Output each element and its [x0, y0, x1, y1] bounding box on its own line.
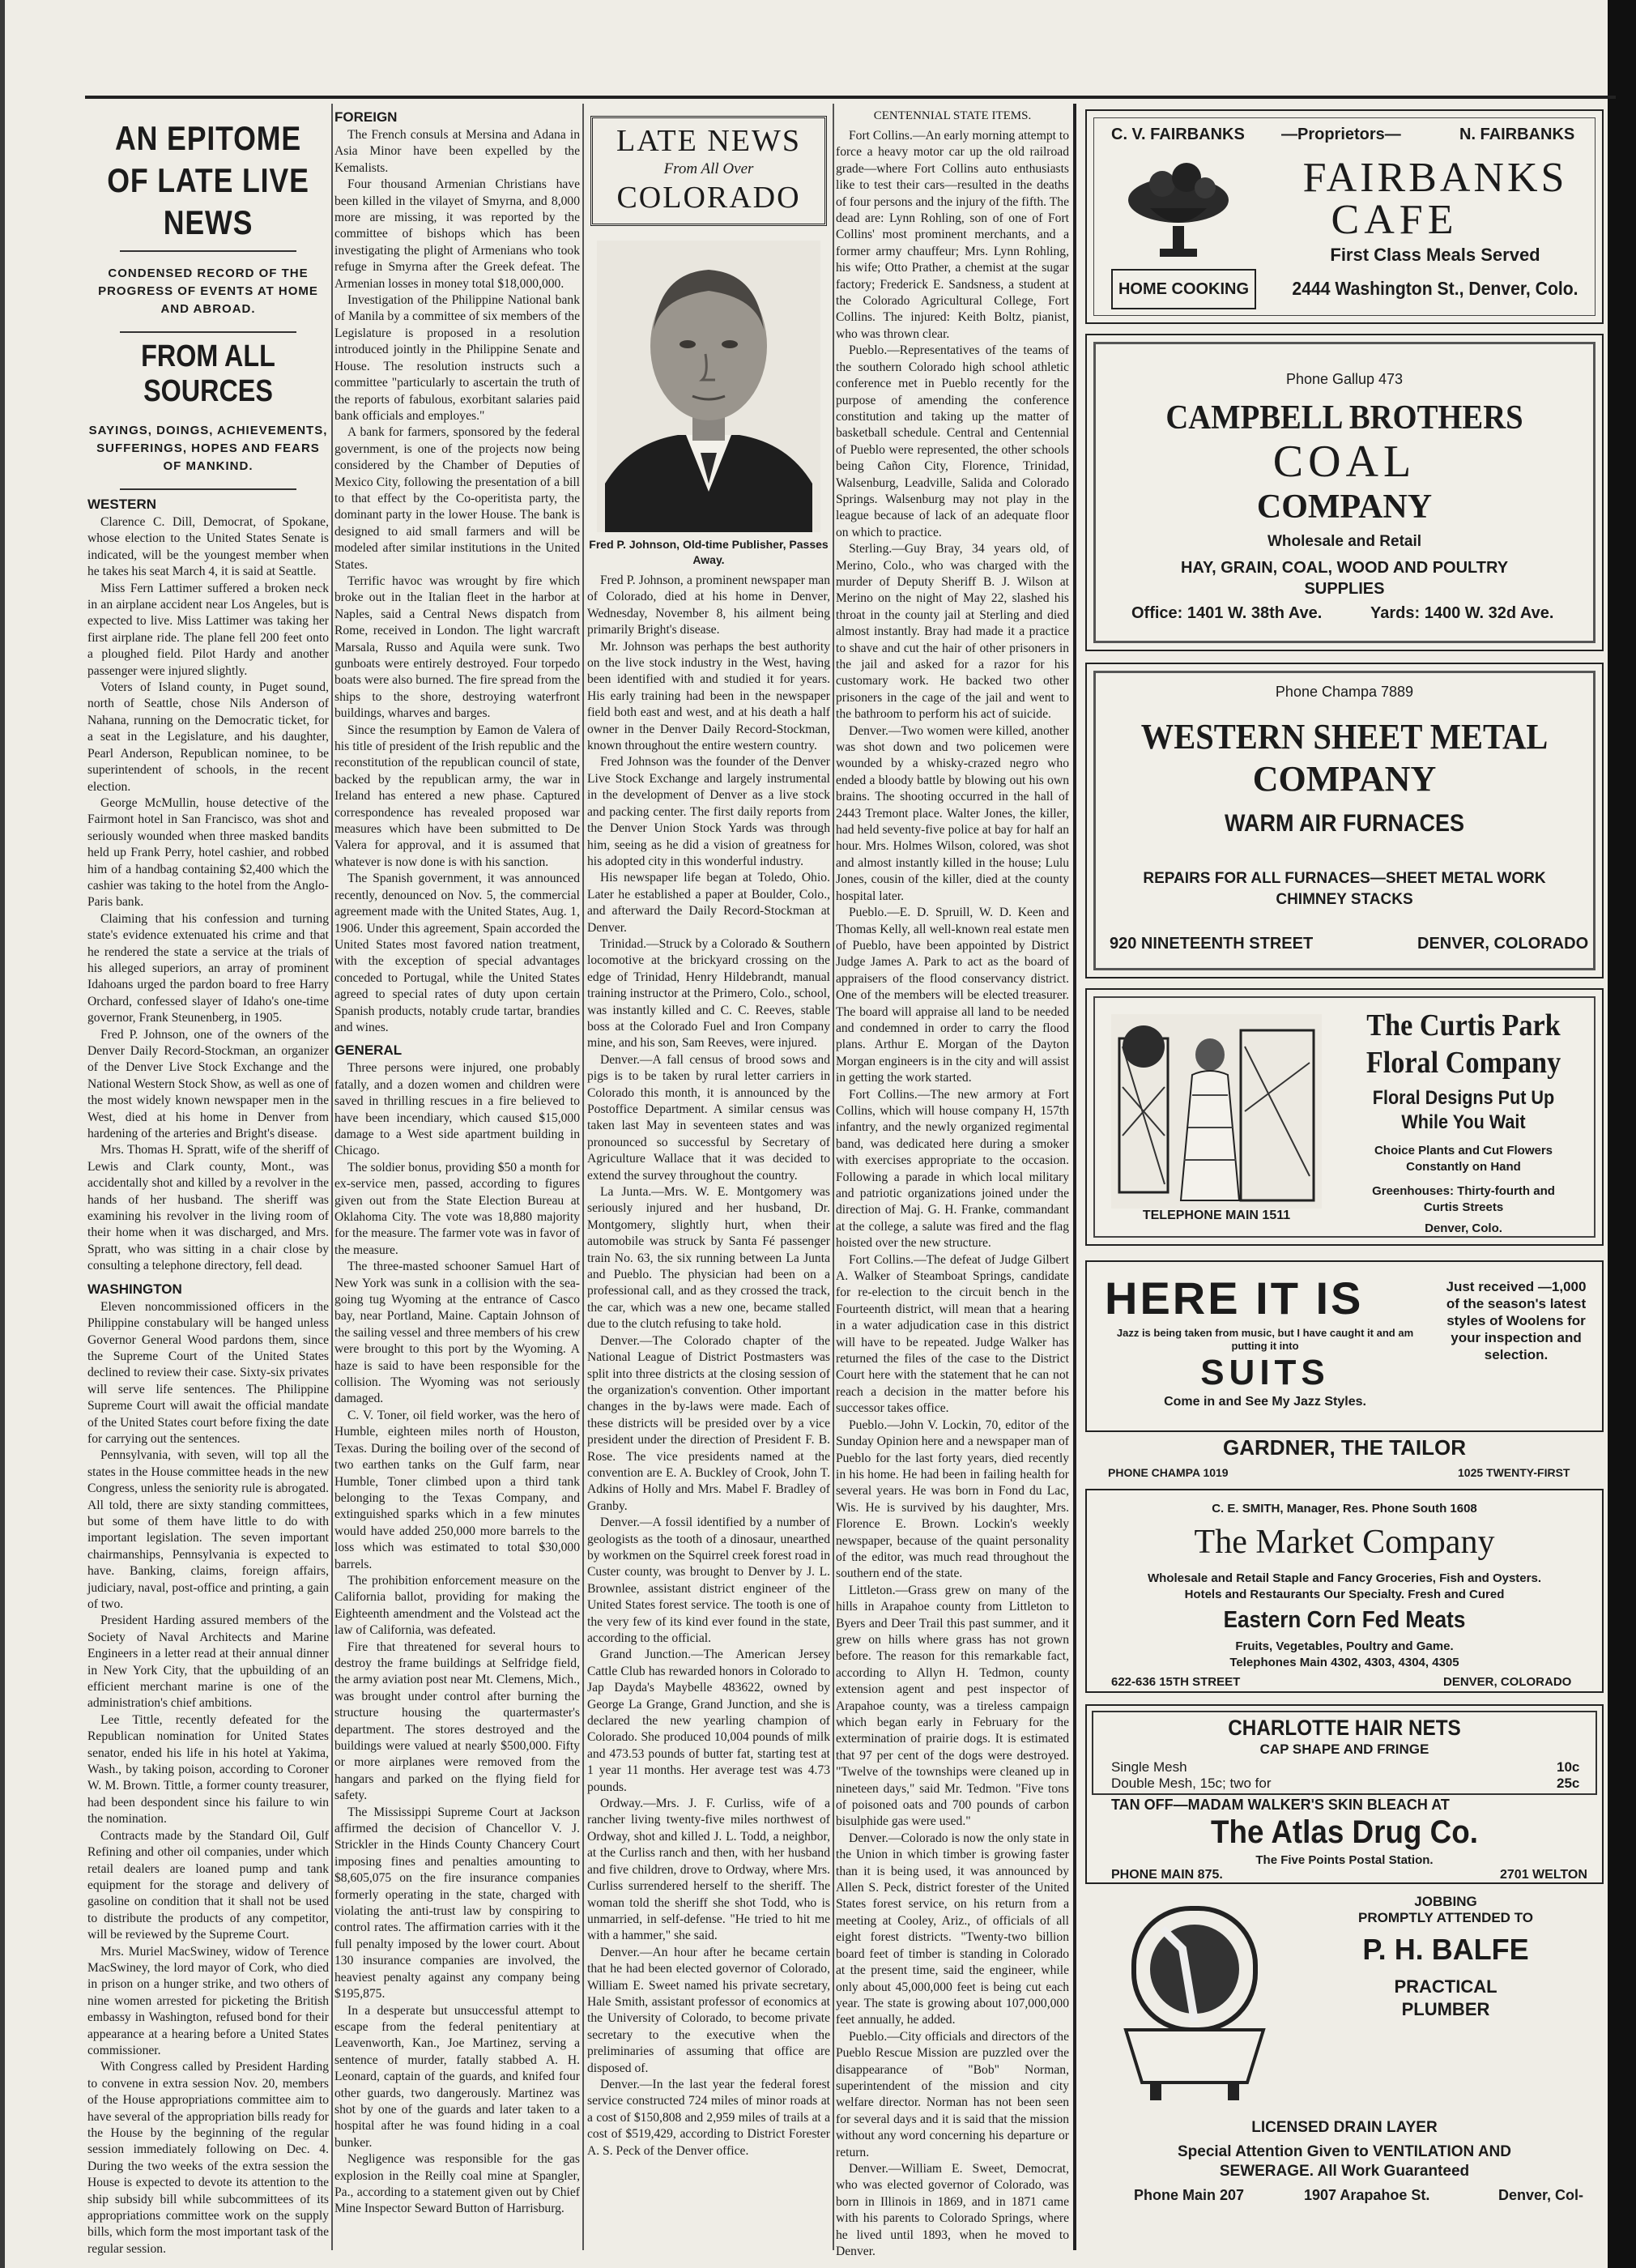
ad-charlotte-atlas	[1085, 1704, 1604, 1884]
cafe-tagline: First Class Meals Served	[1330, 245, 1540, 265]
ad-balfe-plumber	[1085, 1892, 1604, 2234]
news-paragraph: Denver.—Two women were killed, another was shot down and two policemen were wounded by a whisky-crazed negro who ended a bloody battle by blowing out his own brains. The shooting occurred in the hall of 2443 Tremont place. Walter Jones, the killer, had held seventy-five police at bay for half an hour. Mrs. Holmes Wilson, colored, was shot and almost instantly killed in the house; Lulu Jones, cousin of the killer, died at the county hospital later.	[836, 723, 1069, 903]
western-repairs: REPAIRS FOR ALL FURNACES—SHEET METAL WORK	[1143, 870, 1546, 887]
news-paragraph: Denver.—A fossil identified by a number of geologists as the tooth of a dinosaur, unearthed by workmen on the Squirrel creek forest road in Custer county, was brought to Denver by J. L. Brownlee, assistant district engineer of the United States forest service. The tooth is one of the very few of its kind ever found in the state, according to the official.	[587, 1516, 830, 1645]
tan-off-line: TAN OFF—MADAM WALKER'S SKIN BLEACH AT	[1111, 1797, 1450, 1813]
balfe-address: 1907 Arapahoe St.	[1304, 2187, 1430, 2203]
news-paragraph: Ordway.—Mrs. J. F. Curliss, wife of a rancher living twenty-five miles northwest of Ordway, shot and killed J. L. Todd, a neighbor, at the Curliss ranch and then, with her husband and five children, drove to Ordway, where Mrs. Curliss surrendered herself to the sheriff. The woman told the sheriff she shot Todd, who is unmarried, in self-defense. "He tried to hit me with a hammer," she said.	[587, 1797, 830, 1943]
ad-curtis-park-floral	[1085, 988, 1604, 1246]
news-paragraph: Grand Junction.—The American Jersey Cattle Club has rewarded honors in Colorado to Jap Dayda's Maybelle 483622, owned by George La Grange, Grand Junction, and she is declared the new yearling champion of Colorado. She produced 10,004 pounds of milk and 473.53 pounds of butter fat, starting test at 1 year 11 months. Her average test was 4.73 pounds.	[587, 1648, 830, 1794]
gardner-phone: PHONE CHAMPA 1019	[1108, 1466, 1229, 1479]
campbell-name: CAMPBELL BROTHERS	[1165, 399, 1523, 437]
news-paragraph: His newspaper life began at Toledo, Ohio. Later he established a paper at Boulder, Colo., and afterward the Daily Record-Stockman at Denver.	[587, 871, 830, 935]
market-title: The Market Company	[1194, 1524, 1495, 1561]
campbell-coal: COAL	[1272, 437, 1417, 487]
news-paragraph: C. V. Toner, oil field worker, was the hero of Humble, eighteen miles north of Houston, Texas. During the boiling over of the second of two earthen tanks on the Gulf farm, near Humble, Toner climbed upon a third tank belonging to the Texas Company, and extinguished sparks which in a few minutes would have added 250,000 more barrels to the loss which was estimated to total $30,000 barrels.	[334, 1408, 580, 1571]
hair-nets-sub: CAP SHAPE AND FRINGE	[1259, 1742, 1429, 1757]
campbell-office: Office: 1401 W. 38th Ave.	[1131, 604, 1323, 622]
atlas-address: 2701 WELTON	[1500, 1868, 1587, 1882]
news-paragraph: Sterling.—Guy Bray, 34 years old, of Merino, Colo., who was charged with the murder of Deputy Sheriff B. J. Wilson at Merino on the night of May 22, slashed his throat in the county jail at Sterling and died almost instantly. Bray had made it a practice to shave and cut the hair of other prisoners in the jail and asked for a razor for his customary work. He backed two other prisoners in the cage of the jail and went to the bathroom to perform his act of suicide.	[836, 542, 1069, 722]
news-paragraph: Negligence was responsible for the gas explosion in the Reilly coal mine at Spangler, Pa., according to a statement given out by Chief Mine Inspector Seward Button of Harrisburg.	[334, 2152, 580, 2216]
news-paragraph: Fort Collins.—The defeat of Judge Gilbert A. Walker of Steamboat Springs, candidate for re-election to the circuit bench in the Fourteenth district, will mean that a hearing in a water adjudication case in this district will have to be repeated. Judge Walker has returned the files of the case to the District Court here with the statement that he can not reach a decision in the matter before his successor takes office.	[836, 1252, 1069, 1416]
news-paragraph: Terrific havoc was wrought by fire which broke out in the Italian fleet in the harbor at Naples, said a Central News dispatch from Rome, received in London. The light warcraft Marsala, Russo and Aquila were sunk. Two gunboats were entirely destroyed. Four torpedo boats were also burned. The fire spread from the ships to the shore, destroying waterfront buildings, wharves and barges.	[334, 573, 580, 721]
market-wholesale: Wholesale and Retail Staple and Fancy Groceries, Fish and Oysters.	[1148, 1571, 1541, 1585]
portrait-image	[597, 241, 820, 532]
balfe-plumber: PLUMBER	[1401, 1999, 1490, 2019]
general-news	[334, 1060, 580, 2217]
proprietor-right: N. FAIRBANKS	[1459, 126, 1575, 143]
centennial-news	[836, 128, 1069, 2260]
curtis-designs: Floral Designs Put Up	[1372, 1087, 1555, 1109]
campbell-company: COMPANY	[1256, 488, 1433, 526]
western-name: WESTERN SHEET METAL	[1140, 717, 1549, 757]
market-city: DENVER, COLORADO	[1443, 1675, 1572, 1689]
colorado-news	[587, 573, 830, 2159]
news-paragraph: A bank for farmers, sponsored by the federal government, is one of the projects now being considered by the Chamber of Deputies of Mexico City, following the presentation of a bill to that effect by the Co-operitista party, the dominant party in the lower House. The bank is designed to aid small farmers and will be modeled after similar institutions in the United States.	[334, 425, 580, 572]
news-paragraph: The Spanish government, it was announced recently, denounced on Nov. 5, the commercial agreement made with the United States, Aug. 1, 1906. Under this agreement, Spain accorded the United States most favored nation treatment, with the exception of special advantages conceded to Portugal, while the United States agreed to special rates of duty upon certain Spanish products, notably crude tartar, brandies and wines.	[334, 872, 580, 1034]
news-paragraph: The French consuls at Mersina and Adana in Asia Minor have been expelled by the Kemalists.	[334, 128, 580, 175]
news-paragraph: Fred P. Johnson, a prominent newspaper man of Colorado, died at his home in Denver, Wednesday, November 8, his ailment being primarily Bright's disease.	[587, 573, 830, 637]
news-paragraph: Fire that threatened for several hours to destroy the frame buildings at Selfridge field, the army aviation post near Mt. Clemens, Mich., was brought under control after burning the structure housing the quartermaster's department. The stores destroyed and the buildings were valued at nearly $500,000. Fifty or more airplanes were removed from the hangars and parked on the flying field for safety.	[334, 1639, 580, 1803]
curtis-greenhouses: Greenhouses: Thirty-fourth and	[1372, 1184, 1555, 1198]
column-centennial	[836, 109, 1069, 2258]
double-mesh-label: Double Mesh, 15c; two for	[1111, 1776, 1272, 1791]
section-heading-foreign: FOREIGN	[334, 109, 398, 125]
column-rule	[582, 104, 584, 2250]
curtis-constantly: Constantly on Hand	[1406, 1160, 1521, 1174]
balfe-name: P. H. BALFE	[1362, 1933, 1529, 1966]
news-paragraph: Fort Collins.—The new armory at Fort Collins, which will house company H, 157th infantry, and the newly organized regimental band, was dedicated here during a smoker with exercises appropriate to the occasion. Following a parade in which local military and patriotic organizations joined under the direction of Maj. G. H. Franke, commandant at the college, a salute was fired and the flag hoisted over the new structure.	[836, 1087, 1069, 1251]
western-phone: Phone Champa 7889	[1275, 684, 1414, 700]
news-paragraph: The soldier bonus, providing $50 a month for ex-service men, passed, according to figures given out from the State Election Bureau at Oklahoma City. The vote was 18,880 majority for the measure. The farmer vote was in favor of the measure.	[334, 1160, 580, 1257]
foreign-news	[334, 127, 580, 1036]
news-paragraph: The prohibition enforcement measure on the California ballot, providing for making the Eighteenth amendment and the Volstead act the law of California, was defeated.	[334, 1573, 580, 1638]
campbell-supplies: SUPPLIES	[1304, 580, 1385, 598]
news-paragraph: Clarence C. Dill, Democrat, of Spokane, whose election to the United States Senate is indicated, will be the youngest member when he takes his seat March 4, it is said at Seattle.	[87, 515, 329, 579]
news-paragraph: Fred Johnson was the founder of the Denver Live Stock Exchange and largely instrumental in the development of Denver as a live stock and packing center. The first daily reports from the Denver Union Stock Yards was through him, seeing as he did a vision of greatness for his adopted city in this wonderful industry.	[587, 755, 830, 868]
curtis-while: While You Wait	[1401, 1111, 1526, 1133]
news-paragraph: Lee Tittle, recently defeated for the Republican nomination for United States senator, ended his life in his hotel at Yakima, Wash., by taking poison, according to Coroner W. M. Brown. Tittle, a former county treasurer, had been despondent since his failure to win the nomination.	[87, 1712, 329, 1827]
news-paragraph: Pennsylvania, with seven, will top all the states in the House committee heads in the new Congress, unless the seniority rule is abrogated. All told, there are sixty standing committees, but some of them have little to do with important legislation. The seven important chairmanships, Pennsylvania is expected to have. Banking, claims, foreign affairs, judiciary, naval, post-office and printing, a gain of two.	[87, 1448, 329, 1611]
market-telephones: Telephones Main 4302, 4303, 4304, 4305	[1229, 1656, 1459, 1669]
news-paragraph: Littleton.—Grass grew on many of the hills in Arapahoe county from Littleton to Byers and Deer Trail this past summer, and it grew on hills where grass has not grown before. The reason for this remarkable fact, according to Allyn H. Tedmon, county extension agent and pest inspector of Arapahoe county, was a tireless campaign which began early in February for the extermination of prairie dogs. It is estimated that 97 per cent of the dogs were destroyed. "Twelve of the townships were cleaned up in nineteen days," said Mr. Tedmon. "Five tons of poisoned oats and 700 pounds of carbon bisulphide gas were used."	[836, 1583, 1069, 1829]
column-foreign-general	[334, 109, 580, 2248]
deck-subhead: CONDENSED RECORD OF THE PROGRESS OF EVENTS AT HOME AND ABROAD.	[98, 266, 318, 316]
news-paragraph: Since the resumption by Eamon de Valera of his title of president of the Irish republic and the reconstitution of the republican council of state, backed by the republican army, the war in Ireland has entered a new phase. Captured correspondence has revealed proposed war measures which have been submitted to De Valera for approval, and it is assumed that whatever is now done is with his sanction.	[334, 723, 580, 869]
news-paragraph: Voters of Island county, in Puget sound, north of Seattle, chose Nils Anderson of Nahana, running on the Democratic ticket, for a seat in the Legislature, and his daughter, Pearl Anderson, Republican nominee, to be superintendent of schools, in the recent election.	[87, 680, 329, 794]
campbell-phone: Phone Gallup 473	[1285, 371, 1404, 387]
proprietor-left: C. V. FAIRBANKS	[1111, 126, 1245, 143]
western-chimney: CHIMNEY STACKS	[1276, 891, 1413, 908]
atlas-drug-title: The Atlas Drug Co.	[1211, 1814, 1478, 1850]
market-fruits: Fruits, Vegetables, Poultry and Game.	[1235, 1639, 1454, 1653]
western-news	[87, 514, 329, 1275]
western-street: 920 NINETEENTH STREET	[1110, 935, 1314, 953]
ad-market-company	[1085, 1489, 1604, 1693]
balfe-promptly: PROMPTLY ATTENDED TO	[1358, 1910, 1533, 1925]
column-colorado	[587, 109, 830, 2248]
deck-subhead-2: SAYINGS, DOINGS, ACHIEVEMENTS, SUFFERINGS, HOPES AND FEARS OF MANKIND.	[88, 424, 328, 473]
page-left-edge	[0, 0, 5, 2268]
market-street: 622-636 15TH STREET	[1111, 1675, 1241, 1689]
news-paragraph: Denver.—Colorado is now the only state in the Union in which timber is growing faster than it is being used, it was announced by Allen S. Peck, district forester of the United States forest service, on his return from a meeting at Cooley, Ariz., of officials of all eight forest districts. "Twenty-two billion board feet of timber is standing in Colorado at the present time, said the engineer, while only about 45,000,000 feet is being cut each year. The state is growing about 107,000,000 feet annually, he added.	[836, 1831, 1069, 2027]
news-paragraph: Contracts made by the Standard Oil, Gulf Refining and other oil companies, under which retail dealers are loaned pump and tank equipment for the storage and delivery of gasoline on condition that it shall not be used to distribute the products of any competitor, will be reviewed by the Supreme Court.	[87, 1828, 329, 1942]
gardner-name: GARDNER, THE TAILOR	[1223, 1435, 1466, 1460]
late-news-region: COLORADO	[616, 181, 801, 215]
news-paragraph: Eleven noncommissioned officers in the Philippine constabulary will be hanged unless Governor General Wood pardons them, since the Supreme Court of the United States declined to review their case. Sixty-six privates will serve life sentences. The Philippine Supreme Court will await the official mandate of the United States court before fixing the date for carrying out the sentences.	[87, 1299, 329, 1446]
balfe-special-2: SEWERAGE. All Work Guaranteed	[1219, 2163, 1470, 2180]
campbell-wholesale: Wholesale and Retail	[1267, 533, 1422, 550]
news-paragraph: Denver.—A fall census of brood sows and pigs is to be taken by rural letter carriers in Colorado this month, it is announced by the Postoffice Department. A similar census was taken last May in seventeen states and was pronounced so successful by Secretary of Agriculture Wallace that it was decided to extend the survey throughout the country.	[587, 1052, 830, 1183]
news-paragraph: Investigation of the Philippine National bank of Manila by a committee of six members of the Legislature is proposed in a resolution introduced jointly in the Philippine Senate and House. The resolution instructs such a committee "particularly to ascertain the truth of the reports of fabulous, exorbitant salaries paid bank officials and employes."	[334, 293, 580, 423]
news-paragraph: Denver.—William E. Sweet, Democrat, who was elected governor of Colorado, was born in Illinois in 1869, and in 1871 came with his parents to Colorado Springs, where he lived until 1893, when he moved to Denver.	[836, 2161, 1069, 2258]
column-rule	[1073, 104, 1076, 2250]
news-paragraph: La Junta.—Mrs. W. E. Montgomery was seriously injured and her husband, Dr. Montgomery, slightly hurt, when their automobile was struck by Santa Fé passenger train No. 63, the six running between La Junta and Pueblo. The physician had been on a professional call, and as they crossed the track, the car, which was a new one, became stalled due to the clutch refusing to take hold.	[587, 1185, 830, 1332]
balfe-special-1: Special Attention Given to VENTILATION AND	[1177, 2143, 1512, 2160]
cafe-title-2: CAFE	[1331, 197, 1459, 243]
late-news-box	[590, 116, 827, 226]
campbell-yards: Yards: 1400 W. 32d Ave.	[1370, 604, 1554, 622]
late-news-subtitle: From All Over	[663, 160, 754, 177]
section-heading-general: GENERAL	[334, 1042, 403, 1059]
centennial-heading: CENTENNIAL STATE ITEMS.	[873, 109, 1032, 122]
curtis-city: Denver, Colo.	[1425, 1221, 1502, 1235]
column-rule	[833, 104, 834, 2250]
cafe-title-1: FAIRBANKS	[1302, 155, 1568, 201]
atlas-phone: PHONE MAIN 875.	[1111, 1868, 1223, 1882]
news-paragraph: Trinidad.—Struck by a Colorado & Southern locomotive at the brickyard crossing on the edge of Trinidad, Henry Hildebrandt, manual training instructor at the Primero, Colo., school, was instantly killed and C. C. Reeves, stable boss at the Colorado Fuel and Iron Company mine, and his son, Sam Reeves, were injured.	[587, 936, 830, 1051]
cafe-address: 2444 Washington St., Denver, Colo.	[1292, 278, 1578, 299]
single-mesh-price: 10c	[1557, 1759, 1580, 1775]
balfe-city: Denver, Col-	[1498, 2187, 1584, 2203]
portrait-illustration	[597, 241, 820, 532]
late-news-title: LATE NEWS	[616, 124, 802, 158]
main-headline: AN EPITOME OF LATE LIVE NEWS	[107, 119, 309, 241]
curtis-plants: Choice Plants and Cut Flowers	[1374, 1144, 1553, 1157]
western-furnaces: WARM AIR FURNACES	[1225, 810, 1464, 837]
news-paragraph: George McMullin, house detective of the Fairmont hotel in San Francisco, was shot and seriously wounded when three masked bandits held up Frank Perry, hotel cashier, and robbed him of a handbag containing $2,400 which the cashier was taking to the hotel from the Anglo-Paris bank.	[87, 795, 329, 910]
news-paragraph: Denver.—In the last year the federal forest service constructed 724 miles of minor roads at a cost of $150,808 and 2,959 miles of trails at a cost of $519,429, according to District Forester A. S. Peck of the Denver office.	[587, 2077, 830, 2158]
gardner-jazz: Jazz is being taken from music, but I have caught it and am putting it into	[1116, 1327, 1414, 1352]
top-rule	[85, 96, 1616, 99]
washington-news	[87, 1299, 329, 2258]
news-paragraph: Fort Collins.—An early morning attempt to force a heavy motor car up the old railroad grade—where Fort Collins auto enthusiasts like to test their cars—resulted in the deaths of four persons and the injury of the fifth. The dead are: Lynn Rohling, son of one of Fort Collins' most prominent merchants, and a former army chauffeur; Mrs. Lynn Rohling, his wife; Otto Prather, a chemist at the sugar factory; Frederick E. Sandsness, a student at the Colorado Agricultural College, Fort Collins. The injured: Keith Boltz, pianist, who was thrown clear.	[836, 129, 1069, 341]
gardner-address: 1025 TWENTY-FIRST	[1458, 1466, 1570, 1479]
ad-campbell-coal	[1085, 334, 1604, 651]
balfe-practical: PRACTICAL	[1394, 1976, 1498, 1997]
gardner-suits: SUITS	[1200, 1353, 1330, 1392]
bathtub-illustration	[1118, 1900, 1272, 2103]
column-rule	[331, 104, 333, 2250]
news-paragraph: Mr. Johnson was perhaps the best authority on the live stock industry in the West, having been identified with and studied it for years. His early training had been in the newspaper field both east and west, and at his death a half owner in the Denver Daily Record-Stockman, known throughout the entire western country.	[587, 639, 830, 753]
news-paragraph: In a desperate but unsuccessful attempt to escape from the federal penitentiary at Leavenworth, Kan., Joe Martinez, serving a sentence of murder, fatally stabbed A. H. Leonard, captain of the guards, and knifed four other guards, two dangerously. Martinez was shot by one of the guards and later taken to a hospital after he was found hiding in a coal bunker.	[334, 2003, 580, 2150]
balfe-licensed: LICENSED DRAIN LAYER	[1251, 2119, 1438, 2136]
curtis-title-1: The Curtis Park	[1366, 1008, 1561, 1042]
news-paragraph: Miss Fern Lattimer suffered a broken neck in an airplane accident near Los Angeles, but is expected to live. Miss Lattimer was taking her first airplane ride. The plane fell 200 feet onto a ploughed field. Pilot Hardy and another passenger were injured slightly.	[87, 581, 329, 678]
proprietors-label: —Proprietors—	[1281, 126, 1401, 143]
news-paragraph: President Harding assured members of the Society of Naval Architects and Marine Engineers in a letter read at their annual dinner in New York City, that the upbuilding of an efficient merchant marine is one of the administration's chief ambitions.	[87, 1614, 329, 1711]
gardner-here: HERE IT IS	[1105, 1273, 1364, 1324]
ad-gardner-tailor	[1085, 1260, 1604, 1432]
news-paragraph: The three-masted schooner Samuel Hart of New York was sunk in a collision with the sea-going tug Wyoming at the entrance of Casco bay, near Portland, Maine. Captain Johnson of the sailing vessel and three members of his crew were brought to this port by the Wyoming. A haze is said to have been responsible for the collision. The Wyoming was not seriously damaged.	[334, 1260, 580, 1406]
campbell-products: HAY, GRAIN, COAL, WOOD AND POULTRY	[1180, 559, 1509, 577]
column-epitome	[87, 109, 329, 2256]
news-paragraph: Pueblo.—E. D. Spruill, W. D. Keen and Thomas Kelly, all well-known real estate men of Pueblo, have been appointed by District Judge James A. Park to act as the board of appraisers of the flood conservancy district. One of the members will be elected treasurer. The board will appraise all land to be needed and condemned in order to carry the flood plans. Arthur E. Morgan of the Dayton Morgan engineers is in the city and will assist in getting the work started.	[836, 906, 1069, 1085]
atlas-station: The Five Points Postal Station.	[1255, 1853, 1434, 1867]
western-city: DENVER, COLORADO	[1417, 935, 1589, 953]
western-company: COMPANY	[1252, 759, 1437, 799]
divider	[120, 331, 296, 333]
news-paragraph: The Mississippi Supreme Court at Jackson affirmed the decision of Chancellor V. J. Strickler in the Hinds County Chancery Court imposing fines and penalties amounting to $8,605,075 on the fire insurance companies formerly operating in the state, charged with violating the anti-trust law by conspiring to control rates. The affirmation carries with it the full penalty imposed by the lower court. About 130 insurance companies are involved, the heaviest penalty against any company being $195,875.	[334, 1805, 580, 2002]
fruit-bowl-icon	[1118, 151, 1239, 265]
page-right-edge	[1608, 0, 1636, 2268]
news-paragraph: Denver.—The Colorado chapter of the National League of District Postmasters was split into three districts at the closing session of the organization's convention. Other important changes in the by-laws were made. Each of these districts will be presided over by a vice president under the direction of President F. B. Rose. The vice presidents named at the convention are E. A. Buckley of Crook, John T. Adkins of Holly and Mrs. Mabel F. Bradley of Granby.	[587, 1333, 830, 1513]
market-hotels: Hotels and Restaurants Our Specialty. Fresh and Cured	[1184, 1588, 1505, 1601]
divider	[120, 488, 296, 490]
ad-fairbanks-cafe	[1085, 109, 1604, 324]
news-paragraph: Mrs. Muriel MacSwiney, widow of Terence MacSwiney, the lord mayor of Cork, who died in prison on a hunger strike, and two others of nine women arrested for picketing the British embassy in Washington, refused bond for their appearance at a hearing before a United States commissioner.	[87, 1944, 329, 2057]
market-meats: Eastern Corn Fed Meats	[1223, 1607, 1466, 1633]
single-mesh-label: Single Mesh	[1111, 1759, 1187, 1775]
divider	[120, 250, 296, 252]
news-paragraph: Mrs. Thomas H. Spratt, wife of the sheriff of Lewis and Clark county, Mont., was accidentally shot and killed by a revolver in the hands of her husband. The sheriff was examining his revolver in the living room of their home when it was discharged, and Mrs. Spratt, who was sitting in a chair close by consulting a telephone directory, fell dead.	[87, 1143, 329, 1273]
balfe-phone: Phone Main 207	[1134, 2187, 1245, 2203]
gardner-come: Come in and See My Jazz Styles.	[1164, 1395, 1366, 1409]
ad-western-sheet-metal	[1085, 663, 1604, 978]
gardner-just-received: Just received —1,000 of the season's latest styles of Woolens for your inspection and selection.	[1446, 1279, 1587, 1362]
news-paragraph: Denver.—An hour after he became certain that he had been elected governor of Colorado, William E. Sweet named his private secretary, Hale Smith, assistant professor of economics at the University of Colorado, to become private secretary to the executive when the preliminaries of assuming that office are disposed of.	[587, 1945, 830, 2075]
secondary-headline: FROM ALL SOURCES	[141, 339, 275, 408]
floral-illustration	[1111, 1014, 1322, 1209]
curtis-phone: TELEPHONE MAIN 1511	[1142, 1209, 1291, 1222]
news-paragraph: Pueblo.—John V. Lockin, 70, editor of the Sunday Opinion here and a newspaper man of Pueblo for the last forty years, died recently in his home. He had been in failing health for several years. He was born in Fond du Lac, Wis. He is survived by his daughter, Mrs. Florence E. Brown. Lockin's weekly newspaper, because of the quaint personality of the editor, was much read throughout the southern end of the state.	[836, 1418, 1069, 1581]
news-paragraph: Fred P. Johnson, one of the owners of the Denver Daily Record-Stockman, an organizer of the Denver Live Stock Exchange and the National Western Stock Show, as well as one of the most widely known newspaper men in the West, died at his home in Denver from hardening of the arteries and Bright's disease.	[87, 1027, 329, 1141]
news-paragraph: Pueblo.—Representatives of the teams of the southern Colorado high school athletic conference met in Pueblo recently for the purpose of amending the conference constitution and taking up the matter of basketball schedule. Central and Centennial of Pueblo were represented, the other schools being Cañon City, Florence, Trinidad, Walsenburg, Leadville, Salida and Colorado Springs. Walsenburg may not play in the league because of lack of an adequate floor on which to practice.	[836, 343, 1069, 539]
news-paragraph: Pueblo.—City officials and directors of the Pueblo Rescue Mission are puzzled over the disappearance of "Bob" Norman, superintendent of the mission and city welfare director. Norman has not been seen for several days and it is said that the mission without any word concerning his departure or return.	[836, 2029, 1069, 2159]
double-mesh-price: 25c	[1557, 1776, 1580, 1791]
news-paragraph: With Congress called by President Harding to convene in extra session Nov. 20, members of the House appropriations committee aim to have several of the appropriation bills ready for the House by the beginning of the regular session immediately following on Dec. 4. During the two weeks of the extra session the House is expected to devote its attention to the ship subsidy bill while subcommittees of its appropriations committee work on the supply bills, which form the most important task of the regular session.	[87, 2060, 329, 2256]
balfe-jobbing: JOBBING	[1414, 1894, 1477, 1909]
section-heading-washington: WASHINGTON	[87, 1281, 182, 1297]
curtis-title-2: Floral Company	[1365, 1046, 1561, 1080]
hair-nets-title: CHARLOTTE HAIR NETS	[1228, 1716, 1461, 1740]
curtis-streets: Curtis Streets	[1423, 1200, 1504, 1214]
portrait-caption: Fred P. Johnson, Old-time Publisher, Passes Away.	[589, 538, 829, 566]
news-paragraph: Four thousand Armenian Christians have been killed in the vilayet of Smyrna, and 8,000 more are missing, it was reported by the committee of bishops which has been investigating the plight of Armenians who took refuge in Smyrna after the Greek defeat. The Armenian losses in money total $18,000,000.	[334, 177, 580, 291]
home-cooking-badge: HOME COOKING	[1111, 269, 1256, 309]
market-manager: C. E. SMITH, Manager, Res. Phone South 1608	[1212, 1502, 1477, 1516]
news-paragraph: Three persons were injured, one probably fatally, and a dozen women and children were saved in thrilling rescues in a fire believed to have been incendiary, which caused $15,000 damage to a West side apartment building in Chicago.	[334, 1061, 580, 1158]
news-paragraph: Claiming that his confession and turning state's evidence extenuated his crime and that he rendered the state a service at the trials of his alleged superiors, an array of prominent Idahoans urged the pardon board to free Harry Orchard, confessed slayer of Idaho's one-time governor, Frank Steunenberg, in 1905.	[87, 911, 329, 1025]
section-heading-western: WESTERN	[87, 497, 156, 512]
